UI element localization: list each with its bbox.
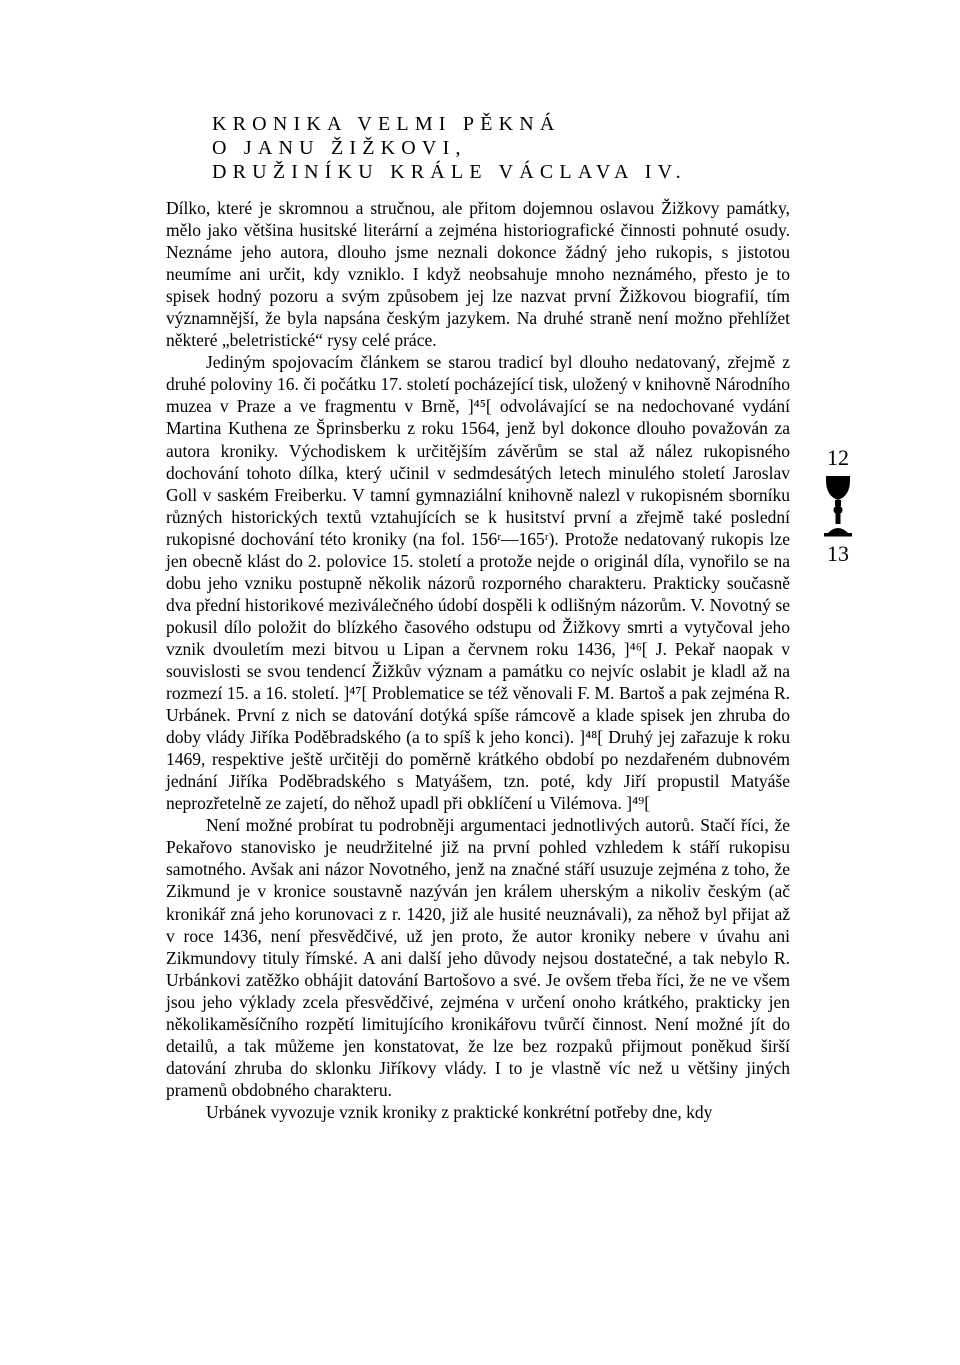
chalice-icon [824, 474, 852, 538]
paragraph-4: Urbánek vyvozuje vznik kroniky z praktické konkrétní potřeby dne, kdy [206, 1101, 713, 1122]
chapter-title [212, 112, 772, 184]
title-line-2: O JANU ŽIŽKOVI, [212, 137, 467, 159]
title-line-3: DRUŽINÍKU KRÁLE VÁCLAVA IV. [212, 161, 687, 183]
paragraph-1: Dílko, které je skromnou a stručnou, ale přitom dojemnou oslavou Žižkovy památky, mělo jako většina husitské literární a zejména historiografické činnosti pohnuté osudy. Neznáme jeho autora, dlouho jsme neznali dokonce žádný jeho rukopis, s jistotou neumíme ani určit, kdy vzniklo. I když neobsahuje mnoho neznámého, přesto je to spisek hodný pozoru a svým způsobem jej lze nazvat první Žižkovou biografií, tím významnější, že byla napsána českým jazykem. Na druhé straně není možno přehlížet některé „beletristické“ rysy celé práce. [166, 198, 790, 351]
title-line-1: KRONIKA VELMI PĚKNÁ [212, 113, 561, 135]
paragraph-3: Není možné probírat tu podrobněji argumentaci jednotlivých autorů. Stačí říci, že Pekařovo stanovisko je neudržitelné již na první pohled vzhledem k stáří rukopisu samotného. Avšak ani názor Novotného, jenž na značné stáří usuzuje zejména z toho, že Zikmund je v kronice soustavně nazýván jen králem uherským a nikoliv českým (ač kronikář zná jeho korunovaci z r. 1420, již ale husité neuznávali), za něhož byl přijat až v roce 1436, není přesvědčivé, už jen proto, že autor kroniky nebere v úvahu ani Zikmundovy tituly římské. A ani další jeho důvody nejsou dostatečné, a tak nebylo R. Urbánkovi zatěžko obhájit datování Bartošovo a své. Je ovšem třeba říci, že ne ve všem jsou jeho výklady zcela přesvědčivé, zejména v určení onoho krátkého, prakticky jen několikaměsíčního rozpětí limitujícího kronikářovu tvůrčí činnost. Není možné jít do detailů, a tak můžeme jen konstatovat, že lze bez rozpaků přijmout poněkud širší datování zhruba do sklonku Jiříkovy vlády. I to je vlastně víc než u většiny jiných pramenů obdobného charakteru. [166, 815, 790, 1100]
paragraph-2: Jediným spojovacím článkem se starou tradicí byl dlouho nedatovaný, zřejmě z druhé poloviny 16. či počátku 17. století pocházející tisk, uložený v knihovně Národního muzea v Praze a ve fragmentu v Brně, ]⁴⁵[ odvolávající se na nedochované vydání Martina Kuthena ze Šprinsberku z roku 1564, jenž byl dokonce dlouho považován za autora kroniky. Východiskem k určitějším závěrům se stal až nález rukopisného dochování tohoto dílka, který učinil v sedmdesátých letech minulého století Jaroslav Goll v saském Freiberku. V tamní gymnaziální knihovně nalezl v rukopisném sborníku různých historických textů vztahujících se k husitství první a zřejmě také poslední rukopisné dochování této kroniky (na fol. 156ʳ—165ʳ). Protože nedatovaný rukopis lze jen obecně klást do 2. polovice 15. století a protože nejde o originál díla, vynořilo se na dobu jeho vzniku postupně několik názorů rozporného charakteru. Prakticky současně dva přední historikové meziválečného údobí dospěli k odlišným názorům. V. Novotný se pokusil dílo položit do blízkého časového odstupu od Žižkovy smrti a vytyčoval jeho vznik dvouletím mezi bitvou u Lipan a červnem roku 1436, ]⁴⁶[ J. Pekař naopak v souvislosti se svou tendencí Žižkův význam a památku co nejvíc oslabit je kladl až na rozmezí 15. a 16. století. ]⁴⁷[ Problematice se též věnovali F. M. Bartoš a pak zejména R. Urbánek. První z nich se datování dotýká spíše rámcově a klade spisek jen zhruba do doby vlády Jiříka Poděbradského (a to spíš k jeho konci). ]⁴⁸[ Druhý jej zařazuje k roku 1469, respektive ještě určitěji do poměrně krátkého období po nezdařeném dubnovém jednání Jiříka Poděbradského s Matyášem, tzn. poté, kdy Jiří propustil Matyáše neprozřetelně ze zajetí, do něhož upadl při obklíčení u Vilémova. ]⁴⁹[ [166, 352, 790, 814]
page-reference-marker [815, 446, 861, 566]
page-from-number: 12 [827, 445, 849, 470]
page-to-number: 13 [827, 541, 849, 566]
body-text [166, 197, 790, 1123]
